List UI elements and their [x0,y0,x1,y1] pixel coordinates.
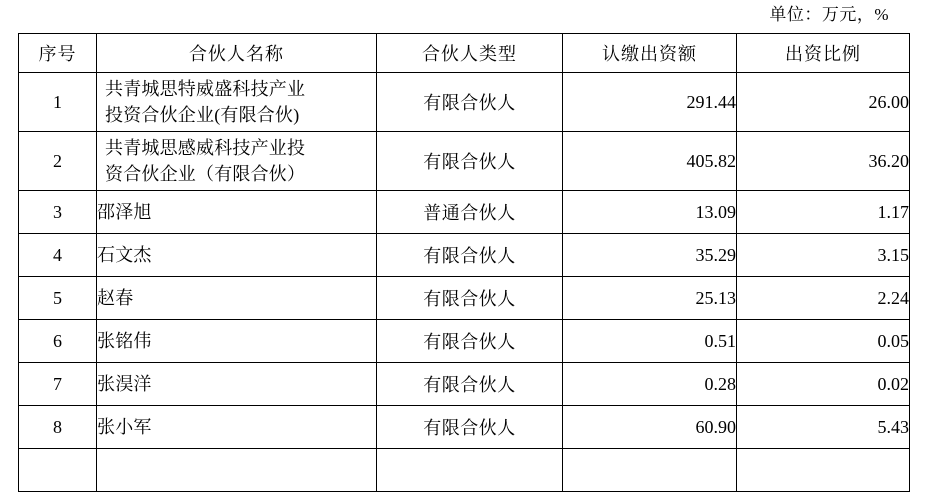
cell-type: 有限合伙人 [377,363,563,406]
cell-no: 5 [19,277,97,320]
cell-type: 有限合伙人 [377,320,563,363]
cell-name-line2: 投资合伙企业(有限合伙) [105,105,300,125]
cell-amount: 405.82 [563,132,737,191]
cell-no: 8 [19,406,97,449]
table-row [19,406,910,449]
cell-name-line1: 共青城思特威盛科技产业 [105,79,306,99]
cell-amount: 25.13 [563,277,737,320]
cell-ratio [737,449,910,492]
cell-type: 有限合伙人 [377,234,563,277]
cell-amount: 60.90 [563,406,737,449]
cell-name: 赵春 [97,277,377,320]
cell-no [19,449,97,492]
cell-name [97,73,377,132]
cell-amount: 13.09 [563,191,737,234]
column-header-no: 序号 [19,34,97,73]
cell-name [97,132,377,191]
partners-table-container [18,33,909,492]
cell-name: 张淏洋 [97,363,377,406]
table-row [19,363,910,406]
cell-ratio: 26.00 [737,73,910,132]
table-body [19,73,910,492]
table-row [19,191,910,234]
table-header-row [19,34,910,73]
cell-type: 有限合伙人 [377,277,563,320]
table-row [19,73,910,132]
cell-ratio: 0.02 [737,363,910,406]
cell-ratio: 0.05 [737,320,910,363]
cell-name-line1: 共青城思感威科技产业投 [105,138,306,158]
cell-amount: 0.51 [563,320,737,363]
cell-name: 张铭伟 [97,320,377,363]
column-header-type: 合伙人类型 [377,34,563,73]
cell-no: 2 [19,132,97,191]
column-header-name: 合伙人名称 [97,34,377,73]
table-row [19,132,910,191]
cell-amount: 291.44 [563,73,737,132]
cell-no: 7 [19,363,97,406]
cell-no: 6 [19,320,97,363]
table-row [19,320,910,363]
table-row [19,234,910,277]
cell-no: 4 [19,234,97,277]
column-header-amount: 认缴出资额 [563,34,737,73]
cell-ratio: 3.15 [737,234,910,277]
cell-name [97,449,377,492]
cell-amount: 0.28 [563,363,737,406]
cell-type: 有限合伙人 [377,73,563,132]
cell-ratio: 5.43 [737,406,910,449]
cell-no: 1 [19,73,97,132]
cell-no: 3 [19,191,97,234]
cell-type: 有限合伙人 [377,406,563,449]
cell-amount: 35.29 [563,234,737,277]
cell-name: 邵泽旭 [97,191,377,234]
cell-ratio: 36.20 [737,132,910,191]
cell-amount [563,449,737,492]
table-row [19,449,910,492]
cell-ratio: 1.17 [737,191,910,234]
cell-type: 普通合伙人 [377,191,563,234]
partners-table [18,33,910,492]
cell-ratio: 2.24 [737,277,910,320]
cell-type: 有限合伙人 [377,132,563,191]
table-header [19,34,910,73]
cell-name: 张小军 [97,406,377,449]
unit-note: 单位：万元，% [769,5,889,24]
table-row [19,277,910,320]
cell-type [377,449,563,492]
cell-name-line2: 资合伙企业（有限合伙） [105,164,306,184]
cell-name: 石文杰 [97,234,377,277]
column-header-ratio: 出资比例 [737,34,910,73]
